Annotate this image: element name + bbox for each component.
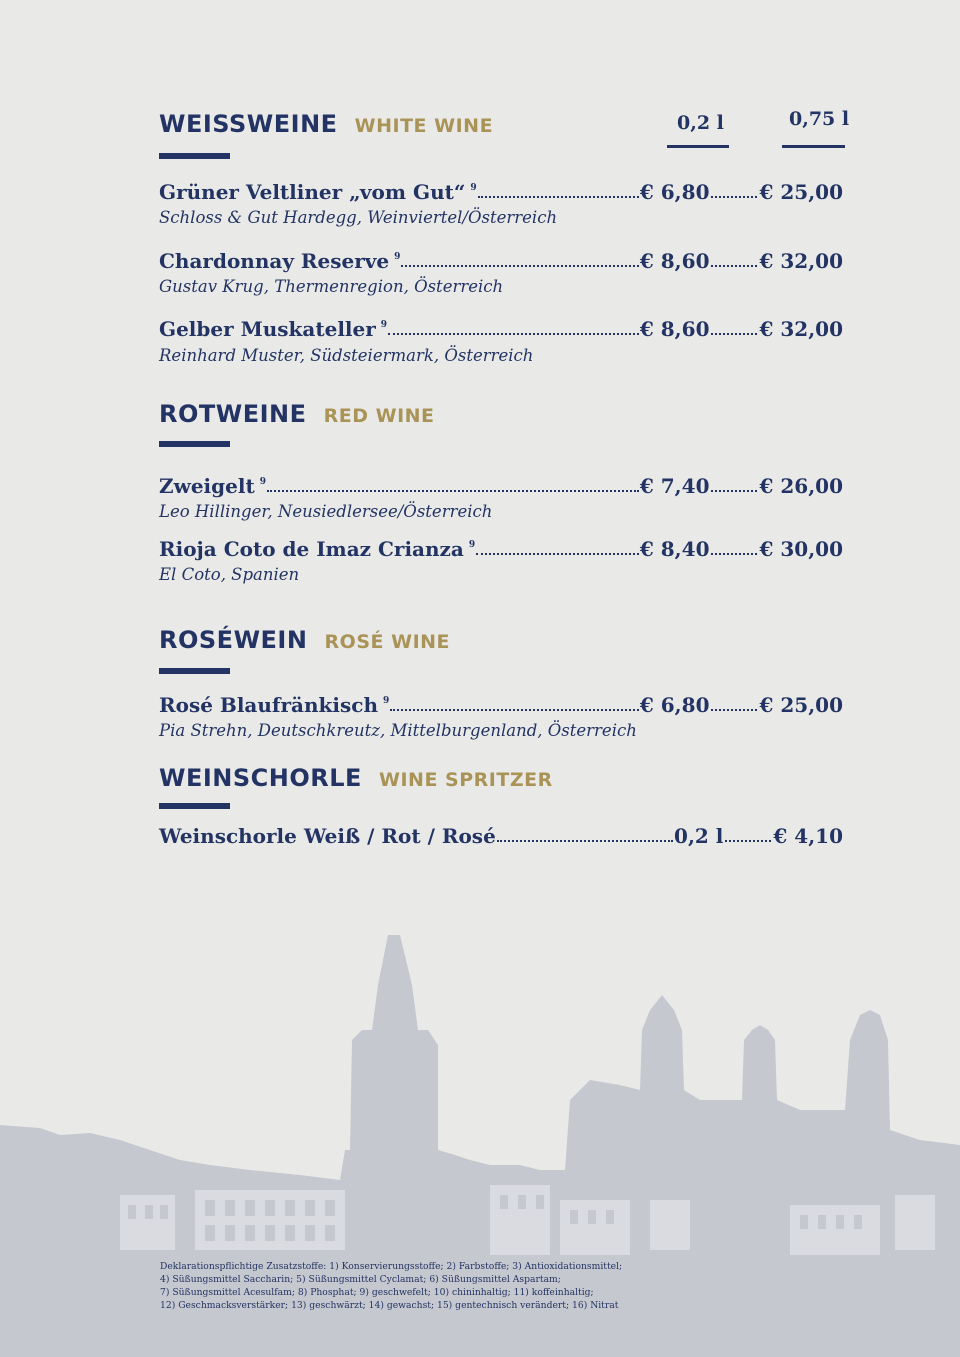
column-header-small: 0,2 l (677, 112, 724, 134)
dot-leader (711, 259, 757, 267)
wine-name: Rosé Blaufränkisch $^9$ (159, 693, 390, 717)
menu-item-row (159, 537, 843, 563)
menu-item-row (159, 693, 843, 719)
price-small: € 8,60 (639, 249, 710, 273)
serving-size: 0,2 l (674, 824, 724, 848)
price-small: € 6,80 (639, 693, 710, 717)
section-heading-white-wine (159, 110, 493, 138)
menu-item-row (159, 317, 843, 343)
footnote-line: 7) Süßungsmittel Acesulfam; 8) Phosphat; 9) geschwefelt; 10) chininhaltig; 11) koffeinhaltig; (160, 1287, 594, 1298)
section-title: ROTWEINE (159, 400, 307, 428)
price-large: € 25,00 (759, 693, 843, 717)
wine-name: Grüner Veltliner „vom Gut“ $^9$ (159, 180, 477, 204)
wine-name: Weinschorle Weiß / Rot / Rosé (159, 824, 496, 848)
column-underline-large (782, 145, 845, 148)
dot-leader (497, 834, 673, 842)
dot-leader (401, 259, 639, 267)
section-subtitle: RED WINE (323, 405, 435, 427)
section-underline (159, 803, 230, 809)
dot-leader (267, 484, 639, 492)
section-subtitle: WHITE WINE (354, 115, 494, 137)
dot-leader (725, 834, 771, 842)
menu-item-row (159, 180, 843, 206)
section-heading-rose-wine (159, 626, 450, 654)
price-small: € 7,40 (639, 474, 710, 498)
section-subtitle: ROSÉ WINE (324, 631, 451, 653)
dot-leader (711, 327, 757, 335)
wine-origin: El Coto, Spanien (159, 565, 300, 584)
menu-item-row (159, 474, 843, 500)
price-small: € 6,80 (639, 180, 710, 204)
section-underline (159, 153, 230, 159)
price-small: € 8,40 (639, 537, 710, 561)
wine-name: Zweigelt $^9$ (159, 474, 266, 498)
wine-origin: Leo Hillinger, Neusiedlersee/Österreich (159, 502, 493, 521)
column-header-large: 0,75 l (789, 108, 850, 130)
price-large: € 32,00 (759, 317, 843, 341)
wine-origin: Reinhard Muster, Südsteiermark, Österreich (159, 346, 534, 365)
footnote-line: 4) Süßungsmittel Saccharin; 5) Süßungsmittel Cyclamat; 6) Süßungsmittel Aspartam; (160, 1274, 561, 1285)
wine-origin: Schloss & Gut Hardegg, Weinviertel/Österreich (159, 208, 558, 227)
section-underline (159, 441, 230, 447)
wine-name: Gelber Muskateller $^9$ (159, 317, 388, 341)
footnote-line: 12) Geschmacksverstärker; 13) geschwärzt; 14) gewachst; 15) gentechnisch verändert; 16) Nitrat (160, 1300, 619, 1311)
dot-leader (476, 547, 639, 555)
wine-name: Chardonnay Reserve $^9$ (159, 249, 401, 273)
menu-item-row (159, 249, 843, 275)
column-underline-small (667, 145, 729, 148)
section-title: ROSÉWEIN (159, 626, 308, 654)
menu-item-row (159, 824, 843, 850)
dot-leader (390, 703, 639, 711)
dot-leader (711, 703, 757, 711)
section-heading-wine-spritzer (159, 764, 553, 792)
dot-leader (711, 484, 757, 492)
wine-origin: Pia Strehn, Deutschkreutz, Mittelburgenland, Österreich (159, 721, 637, 740)
price-large: € 26,00 (759, 474, 843, 498)
dot-leader (388, 327, 639, 335)
dot-leader (478, 190, 639, 198)
section-title: WEINSCHORLE (159, 764, 362, 792)
price-large: € 30,00 (759, 537, 843, 561)
wine-name: Rioja Coto de Imaz Crianza $^9$ (159, 537, 476, 561)
section-heading-red-wine (159, 400, 435, 428)
price-large: € 32,00 (759, 249, 843, 273)
wine-origin: Gustav Krug, Thermenregion, Österreich (159, 277, 504, 296)
section-underline (159, 668, 230, 674)
price-large: € 25,00 (759, 180, 843, 204)
section-subtitle: WINE SPRITZER (379, 769, 553, 791)
price-small: € 8,60 (639, 317, 710, 341)
dot-leader (711, 547, 757, 555)
footnote-line: Deklarationspflichtige Zusatzstoffe: 1) Konservierungsstoffe; 2) Farbstoffe; 3) Antioxidationsmittel; (160, 1261, 623, 1272)
section-title: WEISSWEINE (159, 110, 338, 138)
additives-footnote (160, 1260, 680, 1312)
price: € 4,10 (773, 824, 843, 848)
dot-leader (711, 190, 757, 198)
